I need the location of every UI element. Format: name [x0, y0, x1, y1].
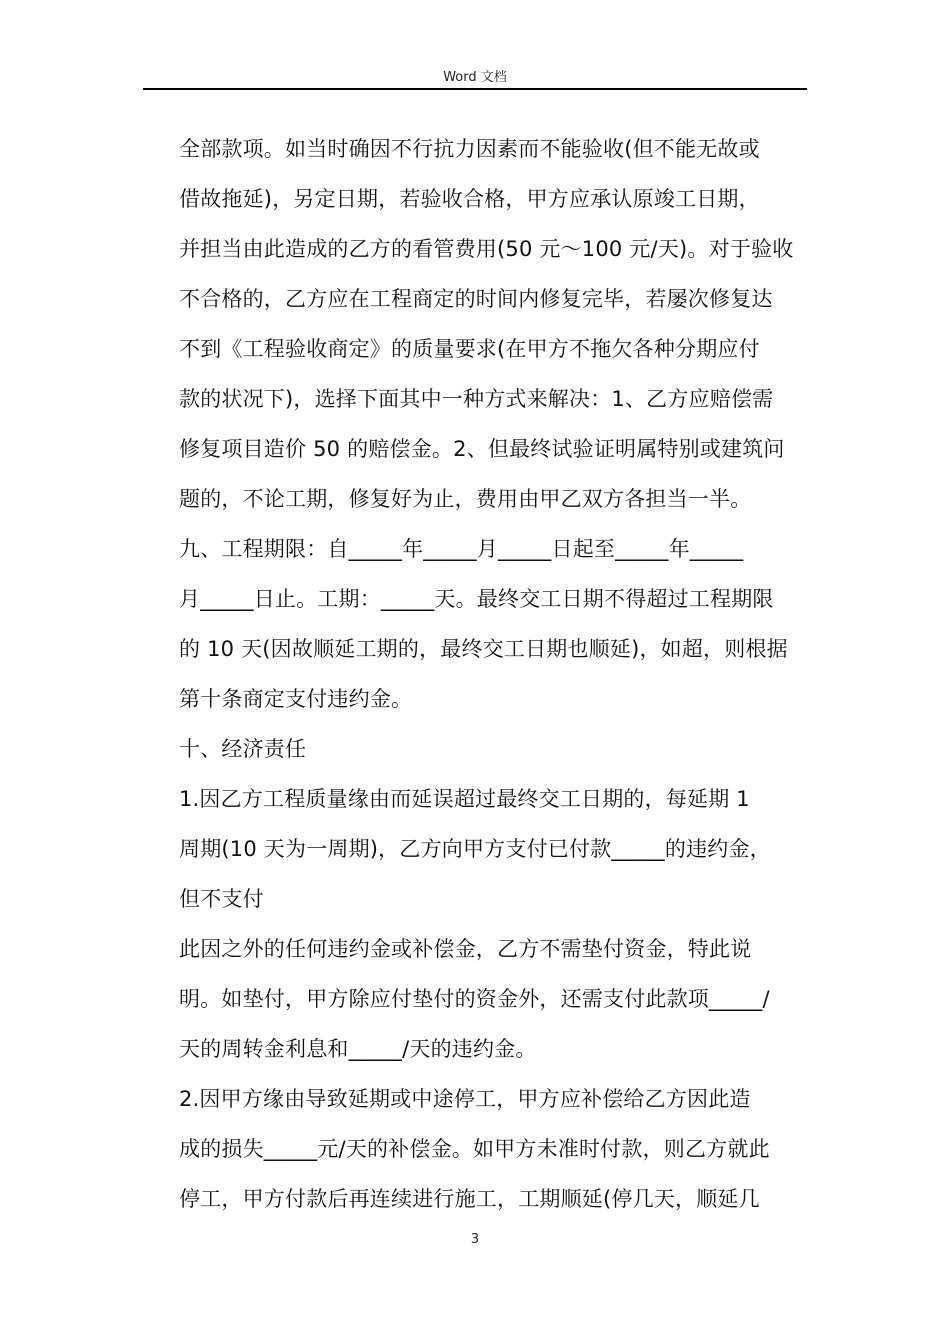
page-header	[143, 66, 807, 90]
text-line: 题的，不论工期，修复好为止，费用由甲乙双方各担当一半。	[179, 487, 752, 511]
text-line: 月_____日止。工期：_____天。最终交工日期不得超过工程期限	[179, 587, 774, 611]
text-line: 九、工程期限：自_____年_____月_____日起至_____年_____	[179, 537, 744, 561]
text-line: 的 10 天(因故顺延工期的，最终交工日期也顺延)，如超，则根据	[179, 637, 788, 661]
text-line: 不合格的，乙方应在工程商定的时间内修复完毕，若屡次修复达	[179, 287, 773, 311]
text-line: 明。如垫付，甲方除应付垫付的资金外，还需支付此款项_____/	[179, 987, 770, 1011]
text-line: 周期(10 天为一周期)，乙方向甲方支付已付款_____的违约金，	[179, 837, 771, 861]
page-footer	[0, 1228, 950, 1249]
header-title: Word 文档	[443, 70, 507, 85]
text-line: 全部款项。如当时确因不行抗力因素而不能验收(但不能无故或	[179, 137, 760, 161]
page-number: 3	[470, 1232, 480, 1247]
text-line: 修复项目造价 50 的赔偿金。2、但最终试验证明属特别或建筑问	[179, 437, 785, 461]
text-line: 第十条商定支付违约金。	[179, 687, 413, 711]
text-line: 成的损失_____元/天的补偿金。如甲方未准时付款，则乙方就此	[179, 1137, 770, 1161]
text-line: 借故拖延)，另定日期，若验收合格，甲方应承认原竣工日期，	[179, 187, 760, 211]
text-line: 此因之外的任何违约金或补偿金，乙方不需垫付资金，特此说	[179, 937, 752, 961]
text-line: 款的状况下)，选择下面其中一种方式来解决：1、乙方应赔偿需	[179, 387, 774, 411]
text-line: 十、经济责任	[179, 737, 307, 761]
text-line: 天的周转金利息和_____/天的违约金。	[179, 1037, 537, 1061]
document-body	[179, 124, 809, 1224]
text-line: 但不支付	[179, 887, 264, 911]
text-line: 停工，甲方付款后再连续进行施工，工期顺延(停几天，顺延几	[179, 1187, 760, 1211]
text-line: 2.因甲方缘由导致延期或中途停工，甲方应补偿给乙方因此造	[179, 1087, 751, 1111]
text-line: 1.因乙方工程质量缘由而延误超过最终交工日期的，每延期 1	[179, 787, 750, 811]
text-line: 并担当由此造成的乙方的看管费用(50 元～100 元/天)。对于验收	[179, 237, 794, 261]
text-line: 不到《工程验收商定》的质量要求(在甲方不拖欠各种分期应付	[179, 337, 760, 361]
